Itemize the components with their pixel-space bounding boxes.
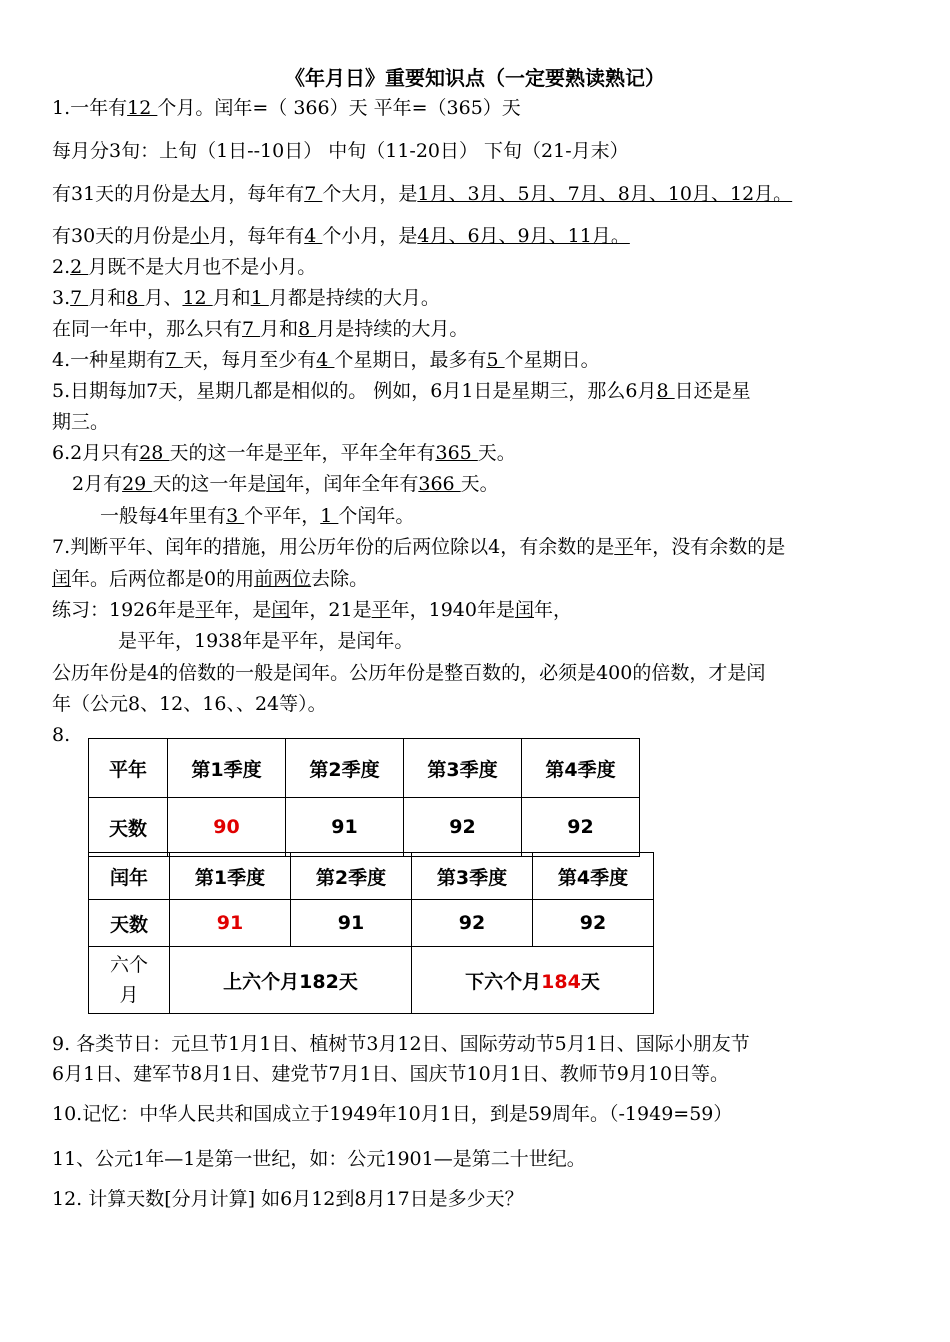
table-cell: 92	[404, 798, 522, 857]
table-cell: 90	[168, 798, 286, 857]
common-year-quarter-table	[88, 738, 640, 857]
line-practice-cont: 是平年，1938年是平年，是闰年。	[118, 630, 414, 652]
line-prc-founding: 10.记忆：中华人民共和国成立于1949年10月1日，到是59周年。（-1949=59）	[52, 1103, 733, 1125]
table-row	[89, 947, 654, 1014]
line-century-rule: 公历年份是4的倍数的一般是闰年。公历年份是整百数的，必须是400的倍数，才是闰	[52, 662, 766, 684]
line-week: 4.一种星期有7 天，每月至少有4 个星期日，最多有5 个星期日。	[52, 349, 600, 371]
table-row	[89, 900, 654, 947]
table-cell: 闰年	[89, 853, 170, 900]
table-cell: 91	[286, 798, 404, 857]
page-title: 《年月日》重要知识点（一定要熟读熟记）	[285, 66, 665, 90]
table-cell: 92	[533, 900, 654, 947]
line-leap-rule-cont: 闰年。后两位都是0的用前两位去除。	[52, 568, 369, 590]
table-cell: 第2季度	[291, 853, 412, 900]
table-cell: 天数	[89, 900, 170, 947]
table-cell: 下六个月184天	[412, 947, 654, 1014]
line-months-per-year: 1.一年有12 个月。闰年=（ 366）天 平年=（365）天	[52, 97, 521, 119]
table-cell: 第4季度	[533, 853, 654, 900]
line-holidays: 9. 各类节日：元旦节1月1日、植树节3月12日、国际劳动节5月1日、国际小朋友节	[52, 1033, 750, 1055]
line-holidays-cont: 6月1日、建军节8月1日、建党节7月1日、国庆节10月1日、教师节9月10日等。	[52, 1063, 730, 1085]
line-century: 11、公元1年—1是第一世纪，如：公元1901—是第二十世纪。	[52, 1148, 586, 1170]
table-cell: 第3季度	[412, 853, 533, 900]
table-cell: 第3季度	[404, 739, 522, 798]
table-cell: 92	[522, 798, 640, 857]
line-leap-year: 2月有29 天的这一年是闰年，闰年全年有366 天。	[72, 473, 499, 495]
line-consecutive-big-months: 3.7 月和8 月、12 月和1 月都是持续的大月。	[52, 287, 440, 309]
line-common-year: 6.2月只有28 天的这一年是平年，平年全年有365 天。	[52, 442, 516, 464]
line-leap-rule: 7.判断平年、闰年的措施，用公历年份的后两位除以4，有余数的是平年，没有余数的是	[52, 536, 786, 558]
table-cell: 第4季度	[522, 739, 640, 798]
table-cell: 91	[291, 900, 412, 947]
line-february: 2.2 月既不是大月也不是小月。	[52, 256, 317, 278]
line-big-months: 有31天的月份是大月，每年有7 个大月，是1月、3月、5月、7月、8月、10月、12月。	[52, 183, 793, 205]
line-practice: 练习：1926年是平年，是闰年，21是平年，1940年是闰年，	[52, 599, 572, 621]
table-cell: 第1季度	[168, 739, 286, 798]
line-weekday-rule-cont: 期三。	[52, 411, 110, 433]
line-century-rule-cont: 年（公元8、12、16、、24等）。	[52, 693, 327, 715]
table-cell: 91	[170, 900, 291, 947]
table-row	[89, 798, 640, 857]
table-row	[89, 739, 640, 798]
table-row	[89, 853, 654, 900]
leap-year-quarter-table	[88, 852, 654, 1014]
table-cell: 92	[412, 900, 533, 947]
table-cell: 上六个月182天	[170, 947, 412, 1014]
table-cell: 天数	[89, 798, 168, 857]
line-weekday-rule: 5.日期每加7天，星期几都是相似的。 例如，6月1日是星期三，那么6月8 日还是星	[52, 380, 751, 402]
section-8-label: 8.	[52, 724, 71, 746]
line-four-year-cycle: 一般每4年里有3 个平年，1 个闰年。	[100, 505, 415, 527]
table-cell: 平年	[89, 739, 168, 798]
line-ten-day-periods: 每月分3旬：上旬（1日--10日） 中旬（11-20日） 下旬（21-月末）	[52, 140, 629, 162]
line-same-year-big-months: 在同一年中，那么只有7 月和8 月是持续的大月。	[52, 318, 469, 340]
table-cell: 第2季度	[286, 739, 404, 798]
line-small-months: 有30天的月份是小月，每年有4 个小月，是4月、6月、9月、11月。	[52, 225, 630, 247]
table-cell: 六个月	[89, 947, 170, 1014]
table-cell: 第1季度	[170, 853, 291, 900]
line-count-days: 12. 计算天数[分月计算] 如6月12到8月17日是多少天？	[52, 1188, 524, 1210]
